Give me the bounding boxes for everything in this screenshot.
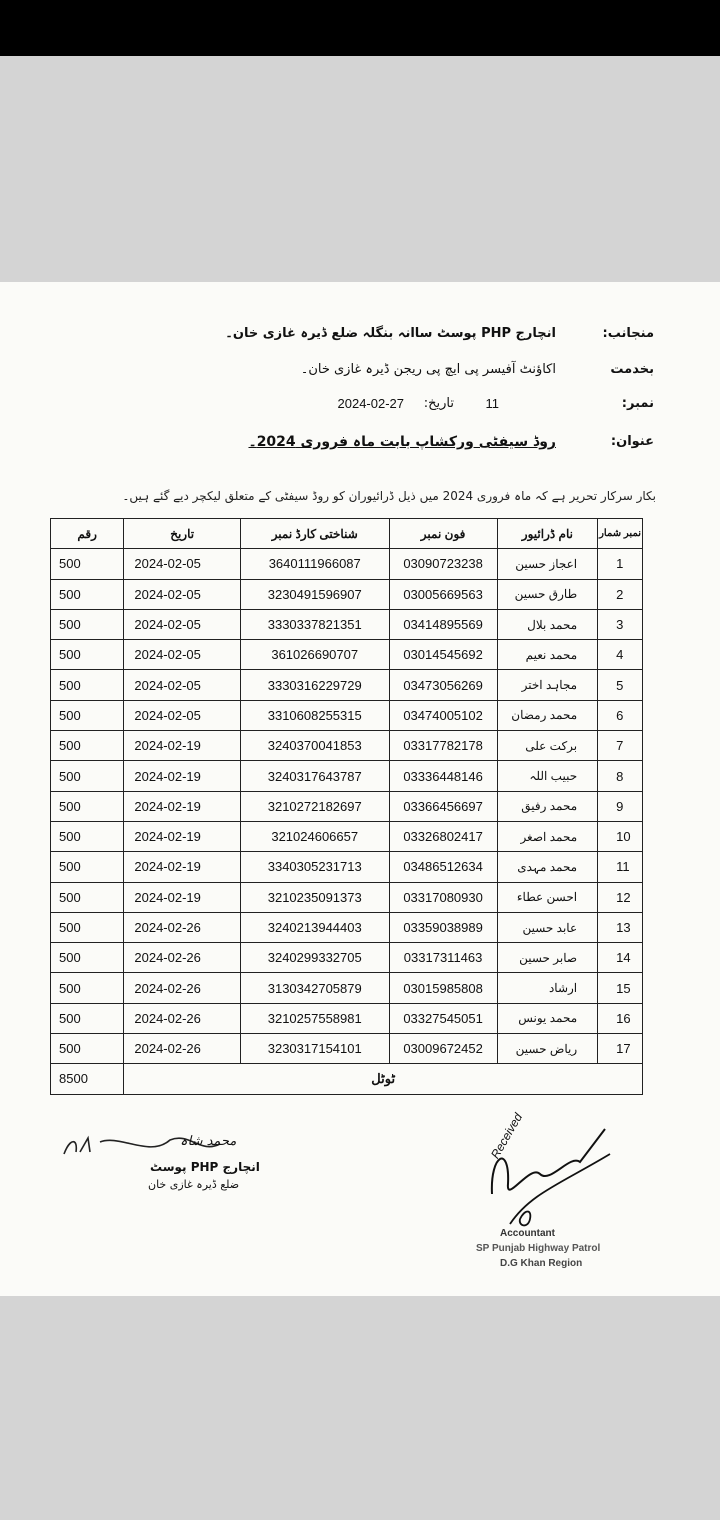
table-row (51, 731, 643, 761)
cnic-cell: 3340305231713 (240, 852, 389, 882)
driver-name-cell: ارشاد (497, 973, 597, 1003)
driver-name-cell: اعجاز حسین (497, 549, 597, 579)
table-row (51, 882, 643, 912)
table-row (51, 791, 643, 821)
serial-number-cell: 15 (598, 973, 643, 1003)
phone-cell: 03359038989 (389, 912, 497, 942)
received-text: Received (488, 1110, 526, 1161)
serial-number-cell: 4 (598, 640, 643, 670)
phone-cell: 03014545692 (389, 640, 497, 670)
table-row (51, 579, 643, 609)
phone-cell: 03327545051 (389, 1003, 497, 1033)
cnic-cell: 3210235091373 (240, 882, 389, 912)
date-cell: 2024-02-05 (124, 549, 241, 579)
driver-name-cell: محمد رمضان (497, 700, 597, 730)
serial-number-cell: 1 (598, 549, 643, 579)
table-row (51, 852, 643, 882)
serial-number-cell: 5 (598, 670, 643, 700)
handwriting-text: محمد شاہ (180, 1134, 237, 1149)
amount-cell: 500 (51, 579, 124, 609)
date-cell: 2024-02-05 (124, 700, 241, 730)
amount-cell: 500 (51, 549, 124, 579)
date-cell: 2024-02-26 (124, 1003, 241, 1033)
table-row (51, 761, 643, 791)
serial-number-cell: 16 (598, 1003, 643, 1033)
subject-text: روڈ سیفٹی ورکشاپ بابت ماہ فروری 2024۔ (248, 434, 556, 450)
cnic-cell: 3210272182697 (240, 791, 389, 821)
total-row (51, 1064, 643, 1094)
total-value: 8500 (51, 1064, 124, 1094)
accountant-stamp (470, 1110, 640, 1274)
driver-name-cell: محمد بلال (497, 609, 597, 639)
driver-name-cell: مجاہد اختر (497, 670, 597, 700)
cnic-cell: 321024606657 (240, 821, 389, 851)
phone-cell: 03486512634 (389, 852, 497, 882)
amount-cell: 500 (51, 852, 124, 882)
serial-number-cell: 9 (598, 791, 643, 821)
date-cell: 2024-02-05 (124, 609, 241, 639)
serial-number-cell: 14 (598, 943, 643, 973)
serial-number-cell: 6 (598, 700, 643, 730)
serial-number-cell: 10 (598, 821, 643, 851)
cnic-cell: 3230317154101 (240, 1034, 389, 1064)
driver-name-cell: طارق حسین (497, 579, 597, 609)
date-cell: 2024-02-05 (124, 670, 241, 700)
driver-name-cell: محمد رفیق (497, 791, 597, 821)
serial-number-cell: 12 (598, 882, 643, 912)
amount-cell: 500 (51, 1034, 124, 1064)
cnic-cell: 3240370041853 (240, 731, 389, 761)
phone-cell: 03326802417 (389, 821, 497, 851)
serial-number-cell: 3 (598, 609, 643, 639)
date-cell: 2024-02-26 (124, 1034, 241, 1064)
to-label: بخدمت (610, 362, 654, 377)
date-cell: 2024-02-26 (124, 943, 241, 973)
driver-name-cell: حبیب اللہ (497, 761, 597, 791)
header-name: نام ڈرائیور (497, 519, 597, 549)
date-cell: 2024-02-19 (124, 731, 241, 761)
driver-name-cell: عابد حسین (497, 912, 597, 942)
amount-cell: 500 (51, 791, 124, 821)
table-row (51, 549, 643, 579)
header-phone: فون نمبر (389, 519, 497, 549)
serial-number-cell: 8 (598, 761, 643, 791)
header-amount: رقم (51, 519, 124, 549)
cnic-cell: 3240299332705 (240, 943, 389, 973)
amount-cell: 500 (51, 821, 124, 851)
table-row (51, 670, 643, 700)
driver-name-cell: صابر حسین (497, 943, 597, 973)
drivers-table (50, 518, 643, 1095)
phone-cell: 03366456697 (389, 791, 497, 821)
driver-name-cell: محمد یونس (497, 1003, 597, 1033)
from-label: منجانب: (602, 326, 654, 341)
stamp-line-3: D.G Khan Region (500, 1258, 583, 1269)
serial-number-cell: 7 (598, 731, 643, 761)
header-cnic: شناختی کارڈ نمبر (240, 519, 389, 549)
header-date: تاریخ (124, 519, 241, 549)
phone-cell: 03414895569 (389, 609, 497, 639)
phone-cell: 03005669563 (389, 579, 497, 609)
amount-cell: 500 (51, 731, 124, 761)
cnic-cell: 3330316229729 (240, 670, 389, 700)
driver-name-cell: محمد نعیم (497, 640, 597, 670)
table-row (51, 700, 643, 730)
total-label: ٹوٹل (124, 1064, 643, 1094)
table-row (51, 609, 643, 639)
date-label: تاریخ: (423, 396, 454, 411)
from-text: انچارج PHP پوسٹ ساانہ بنگلہ ضلع ڈیرہ غازی خان۔ (225, 326, 556, 341)
amount-cell: 500 (51, 700, 124, 730)
amount-cell: 500 (51, 882, 124, 912)
amount-cell: 500 (51, 609, 124, 639)
table-row (51, 973, 643, 1003)
sender-district: ضلع ڈیرہ غازی خان (148, 1178, 240, 1191)
cnic-cell: 361026690707 (240, 640, 389, 670)
sender-signature-block (60, 1132, 300, 1192)
phone-status-bar (0, 0, 720, 56)
subject-label: عنوان: (610, 434, 654, 449)
date-value: 2024-02-27 (337, 396, 404, 411)
phone-cell: 03317311463 (389, 943, 497, 973)
serial-number-cell: 11 (598, 852, 643, 882)
table-row (51, 640, 643, 670)
table-row (51, 1034, 643, 1064)
date-cell: 2024-02-05 (124, 579, 241, 609)
phone-cell: 03317080930 (389, 882, 497, 912)
stamp-line-1: Accountant (500, 1228, 555, 1239)
serial-number-cell: 13 (598, 912, 643, 942)
number-label: نمبر: (621, 396, 654, 411)
table-header-row (51, 519, 643, 549)
date-cell: 2024-02-05 (124, 640, 241, 670)
to-text: اکاؤنٹ آفیسر پی ایچ پی ریجن ڈیرہ غازی خان۔ (300, 362, 556, 377)
cnic-cell: 3310608255315 (240, 700, 389, 730)
phone-cell: 03015985808 (389, 973, 497, 1003)
phone-cell: 03474005102 (389, 700, 497, 730)
date-cell: 2024-02-19 (124, 852, 241, 882)
driver-name-cell: محمد مہدی (497, 852, 597, 882)
table-row (51, 912, 643, 942)
driver-name-cell: برکت علی (497, 731, 597, 761)
serial-number-cell: 17 (598, 1034, 643, 1064)
phone-cell: 03090723238 (389, 549, 497, 579)
date-cell: 2024-02-26 (124, 973, 241, 1003)
phone-cell: 03473056269 (389, 670, 497, 700)
cnic-cell: 3240213944403 (240, 912, 389, 942)
phone-cell: 03009672452 (389, 1034, 497, 1064)
amount-cell: 500 (51, 640, 124, 670)
table-row (51, 821, 643, 851)
date-cell: 2024-02-19 (124, 761, 241, 791)
date-cell: 2024-02-19 (124, 791, 241, 821)
phone-cell: 03317782178 (389, 731, 497, 761)
cnic-cell: 3240317643787 (240, 761, 389, 791)
amount-cell: 500 (51, 912, 124, 942)
date-cell: 2024-02-26 (124, 912, 241, 942)
amount-cell: 500 (51, 1003, 124, 1033)
cnic-cell: 3230491596907 (240, 579, 389, 609)
cnic-cell: 3130342705879 (240, 973, 389, 1003)
driver-name-cell: محمد اصغر (497, 821, 597, 851)
date-cell: 2024-02-19 (124, 821, 241, 851)
amount-cell: 500 (51, 943, 124, 973)
document-page (0, 282, 720, 1296)
intro-text: بکار سرکار تحریر ہے کہ ماہ فروری 2024 میں ذیل ڈرائیوران کو روڈ سیفٹی کے متعلق لیکچر دیے گئے ہیں۔ (122, 489, 656, 503)
amount-cell: 500 (51, 761, 124, 791)
header-sno: نمبر شمار (598, 519, 643, 549)
serial-number-cell: 2 (598, 579, 643, 609)
table-row (51, 943, 643, 973)
sender-designation: انچارج PHP پوسٹ (150, 1160, 260, 1174)
amount-cell: 500 (51, 973, 124, 1003)
driver-name-cell: ریاض حسین (497, 1034, 597, 1064)
table-row (51, 1003, 643, 1033)
amount-cell: 500 (51, 670, 124, 700)
driver-name-cell: احسن عطاء (497, 882, 597, 912)
cnic-cell: 3210257558981 (240, 1003, 389, 1033)
date-cell: 2024-02-19 (124, 882, 241, 912)
stamp-line-2: SP Punjab Highway Patrol (476, 1243, 601, 1254)
cnic-cell: 3640111966087 (240, 549, 389, 579)
cnic-cell: 3330337821351 (240, 609, 389, 639)
number-value: 11 (485, 396, 499, 411)
phone-cell: 03336448146 (389, 761, 497, 791)
